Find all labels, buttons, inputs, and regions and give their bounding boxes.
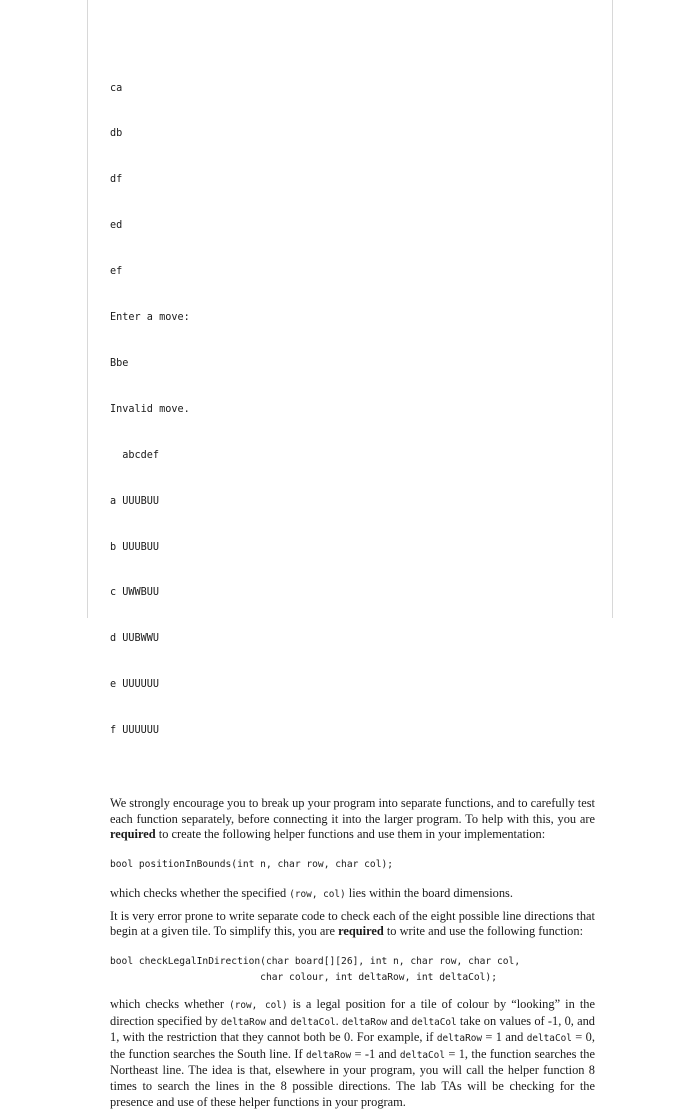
paragraph-check-legal: which checks whether (row, col) is a legal position for a tile of colour by “looking” in the direction specified by deltaRow and deltaCol. deltaRow and deltaCol take on values of -1, 0, and 1, with the restriction that they cannot both be 0. For example, if deltaRow = 1 and deltaCol = 0, the function searches the South line. If deltaRow = -1 and deltaCol = 1, the function searches the Northeast line. The idea is that, elsewhere in your program, you will call the helper function 8 times to search the lines in the 8 possible directions. The lab TAs will be checking for the presence and use of these helper functions in your program. xyxy=(110,997,596,1109)
program-output xyxy=(110,50,595,769)
output-line: ed xyxy=(110,220,123,232)
output-line: Enter a move: xyxy=(110,312,190,324)
output-line: ca xyxy=(110,82,123,94)
code-position-in-bounds: bool positionInBounds(int n, char row, char col); xyxy=(110,858,394,870)
page-left-edge xyxy=(87,0,88,618)
board-header: abcdef xyxy=(110,449,160,461)
output-line: ef xyxy=(110,266,123,278)
board-row: e UUUUUU xyxy=(110,679,160,691)
code-check-legal-in-direction: bool checkLegalInDirection(char board[][26], int n, char row, char col, char colour, int deltaRow, int deltaCol); xyxy=(110,956,521,983)
document-page xyxy=(110,0,595,1110)
board-row: d UUBWWU xyxy=(110,633,160,645)
output-line: df xyxy=(110,174,123,186)
output-line: db xyxy=(110,128,123,140)
output-line: Bbe xyxy=(110,357,129,369)
paragraph-helper-functions: We strongly encourage you to break up your program into separate functions, and to carefully test each function separately, before connecting it into the larger program. To help with this, you are required to create the following helper functions and use them in your implementation: xyxy=(110,795,595,842)
board-row: b UUUBUU xyxy=(110,541,160,553)
board-row: a UUUBUU xyxy=(110,495,160,507)
paragraph-position-in-bounds: which checks whether the specified (row, col) lies within the board dimensions. xyxy=(110,886,513,901)
board-row: c UWWBUU xyxy=(110,587,160,599)
page-right-edge xyxy=(612,0,613,618)
board-row: f UUUUUU xyxy=(110,725,160,737)
paragraph-line-directions: It is very error prone to write separate code to check each of the eight possible line directions that begin at a given tile. To simplify this, you are required to write and use the following function: xyxy=(110,908,595,939)
output-line: Invalid move. xyxy=(110,403,190,415)
